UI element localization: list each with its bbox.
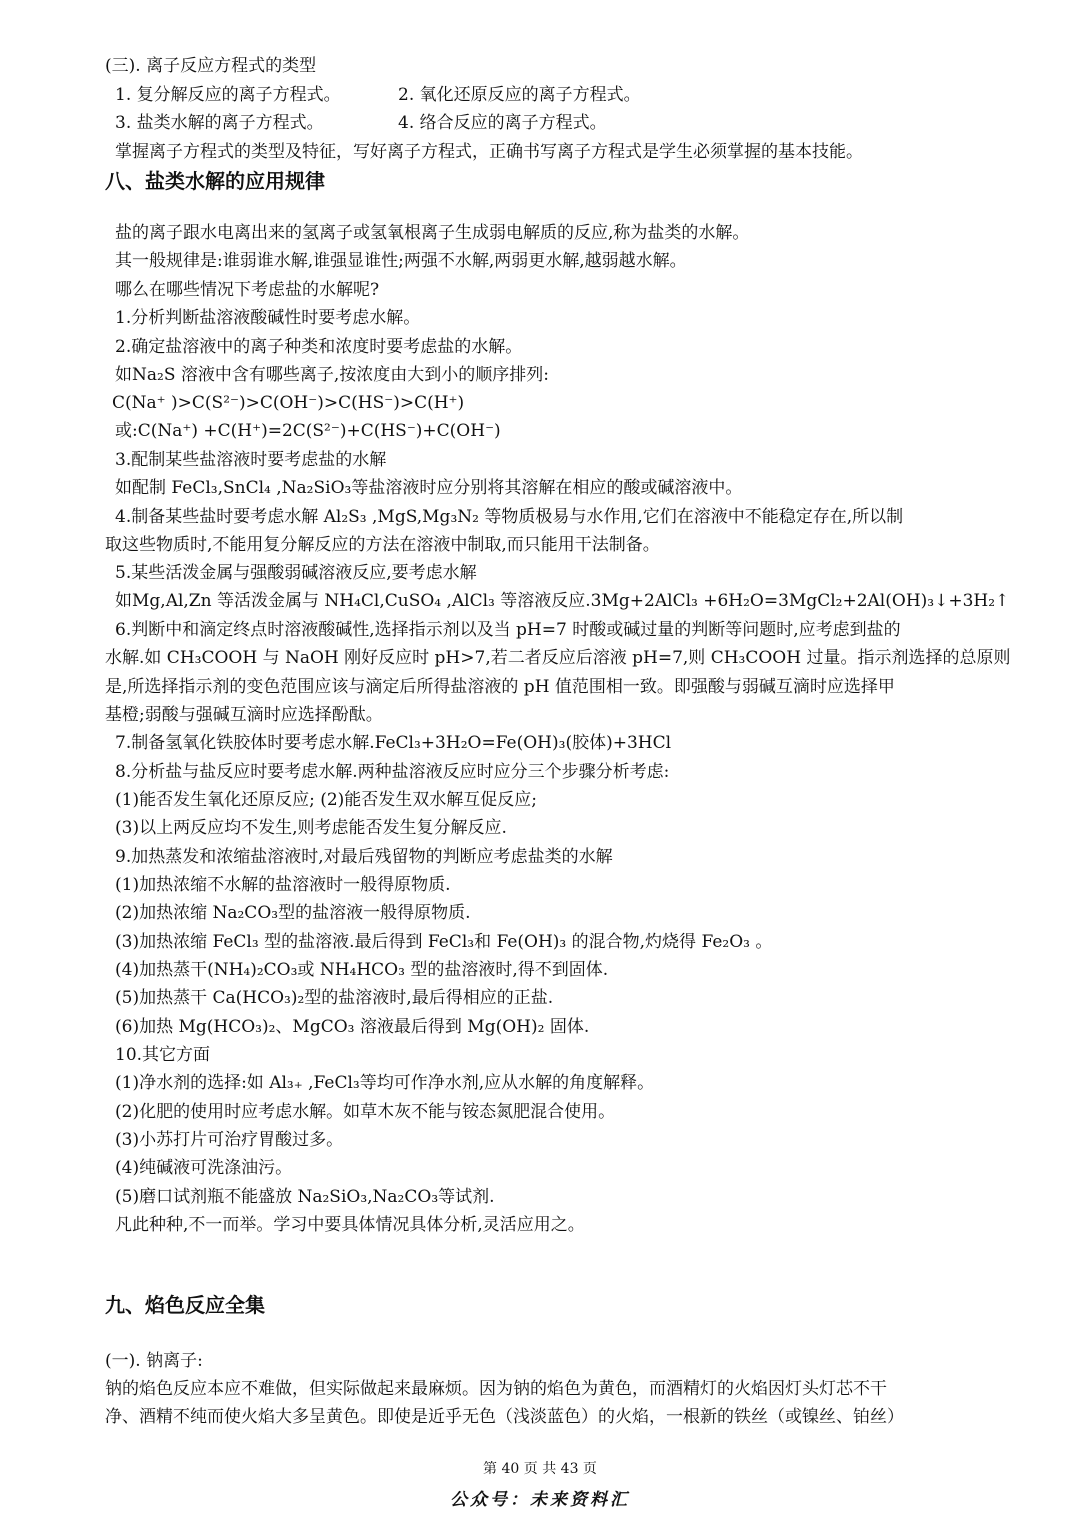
list-item: (1)加热浓缩不水解的盐溶液时一般得原物质. (115, 875, 451, 895)
paragraph: 掌握离子方程式的类型及特征，写好离子方程式，正确书写离子方程式是学生必须掌握的基本技能。 (115, 142, 863, 162)
list-item: 2.确定盐溶液中的离子种类和浓度时要考虑盐的水解。 (115, 337, 523, 357)
list-item: (5)磨口试剂瓶不能盛放 Na₂SiO₃,Na₂CO₃等试剂. (115, 1187, 495, 1207)
list-item: 是,所选择指示剂的变色范围应该与滴定后所得盐溶液的 pH 值范围相一致。即强酸与弱碱互滴时应选择甲 (105, 677, 895, 697)
list-item: 9.加热蒸发和浓缩盐溶液时,对最后残留物的判断应考虑盐类的水解 (115, 847, 613, 867)
list-item: (2)加热浓缩 Na₂CO₃型的盐溶液一般得原物质. (115, 903, 471, 923)
list-item: 8.分析盐与盐反应时要考虑水解.两种盐溶液反应时应分三个步骤分析考虑: (115, 762, 670, 782)
paragraph: 凡此种种,不一而举。学习中要具体情况具体分析,灵活应用之。 (115, 1215, 585, 1235)
list-item: (4)加热蒸干(NH₄)₂CO₃或 NH₄HCO₃ 型的盐溶液时,得不到固体. (115, 960, 609, 980)
list-item: (2)化肥的使用时应考虑水解。如草木灰不能与铵态氮肥混合使用。 (115, 1102, 616, 1122)
formula-line: C(Na⁺ )>C(S²⁻)>C(OH⁻)>C(HS⁻)>C(H⁺) (112, 393, 465, 413)
page-number: 第 40 页 共 43 页 (483, 1461, 597, 1477)
list-item: 10.其它方面 (115, 1045, 211, 1065)
list-item: 基橙;弱酸与强碱互滴时应选择酚酞。 (105, 705, 383, 725)
list-item: (3)小苏打片可治疗胃酸过多。 (115, 1130, 344, 1150)
paragraph: 净、酒精不纯而使火焰大多呈黄色。即使是近乎无色（浅淡蓝色）的火焰，一根新的铁丝（或镍丝、铂丝） (105, 1407, 904, 1427)
watermark: 公众号：未来资料汇 (450, 1490, 630, 1510)
subsection-heading-ionic-equation-types: (三). 离子反应方程式的类型 (105, 56, 317, 76)
list-item: (4)纯碱液可洗涤油污。 (115, 1158, 293, 1178)
list-item: 4. 络合反应的离子方程式。 (398, 113, 607, 133)
formula-line: 或:C(Na⁺) +C(H⁺)=2C(S²⁻)+C(HS⁻)+C(OH⁻) (115, 421, 501, 441)
subsection-heading-sodium: (一). 钠离子: (105, 1351, 203, 1371)
paragraph: 哪么在哪些情况下考虑盐的水解呢? (115, 280, 380, 300)
list-item: 如Na₂S 溶液中含有哪些离子,按浓度由大到小的顺序排列: (115, 365, 550, 385)
paragraph: 盐的离子跟水电离出来的氢离子或氢氧根离子生成弱电解质的反应,称为盐类的水解。 (115, 223, 750, 243)
list-item: (1)净水剂的选择:如 Al₃₊ ,FeCl₃等均可作净水剂,应从水解的角度解释。 (115, 1073, 655, 1093)
list-item: (3)以上两反应均不发生,则考虑能否发生复分解反应. (115, 818, 507, 838)
paragraph: 其一般规律是:谁弱谁水解,谁强显谁性;两强不水解,两弱更水解,越弱越水解。 (115, 251, 687, 271)
list-item: 3. 盐类水解的离子方程式。 (115, 113, 324, 133)
list-item: 4.制备某些盐时要考虑水解 Al₂S₃ ,MgS,Mg₃N₂ 等物质极易与水作用,它们在溶液中不能稳定存在,所以制 (115, 507, 904, 527)
list-item: 7.制备氢氧化铁胶体时要考虑水解.FeCl₃+3H₂O=Fe(OH)₃(胶体)+3HCl (115, 733, 672, 753)
list-item: 5.某些活泼金属与强酸弱碱溶液反应,要考虑水解 (115, 563, 477, 583)
list-item: 水解.如 CH₃COOH 与 NaOH 刚好反应时 pH>7,若二者反应后溶液 pH=7,则 CH₃COOH 过量。指示剂选择的总原则 (105, 648, 1011, 668)
list-item: 6.判断中和滴定终点时溶液酸碱性,选择指示剂以及当 pH=7 时酸或碱过量的判断等问题时,应考虑到盐的 (115, 620, 901, 640)
list-item: 1.分析判断盐溶液酸碱性时要考虑水解。 (115, 308, 421, 328)
list-item: (1)能否发生氧化还原反应; (2)能否发生双水解互促反应; (115, 790, 538, 810)
list-item: 取这些物质时,不能用复分解反应的方法在溶液中制取,而只能用干法制备。 (105, 535, 660, 555)
list-item: 2. 氧化还原反应的离子方程式。 (398, 85, 641, 105)
list-item: (5)加热蒸干 Ca(HCO₃)₂型的盐溶液时,最后得相应的正盐. (115, 988, 554, 1008)
formula-line: 如Mg,Al,Zn 等活泼金属与 NH₄Cl,CuSO₄ ,AlCl₃ 等溶液反应.3Mg+2AlCl₃ +6H₂O=3MgCl₂+2Al(OH)₃↓+3H₂↑ (115, 591, 1010, 611)
section-title-salt-hydrolysis: 八、盐类水解的应用规律 (105, 169, 325, 193)
list-item: 3.配制某些盐溶液时要考虑盐的水解 (115, 450, 387, 470)
list-item: (6)加热 Mg(HCO₃)₂、MgCO₃ 溶液最后得到 Mg(OH)₂ 固体. (115, 1017, 590, 1037)
list-item: 如配制 FeCl₃,SnCl₄ ,Na₂SiO₃等盐溶液时应分别将其溶解在相应的酸或碱溶液中。 (115, 478, 743, 498)
paragraph: 钠的焰色反应本应不难做，但实际做起来最麻烦。因为钠的焰色为黄色，而酒精灯的火焰因灯头灯芯不干 (105, 1379, 887, 1399)
list-item: (3)加热浓缩 FeCl₃ 型的盐溶液.最后得到 FeCl₃和 Fe(OH)₃ 的混合物,灼烧得 Fe₂O₃ 。 (115, 932, 773, 952)
section-title-flame-test: 九、焰色反应全集 (105, 1293, 265, 1317)
list-item: 1. 复分解反应的离子方程式。 (115, 85, 341, 105)
